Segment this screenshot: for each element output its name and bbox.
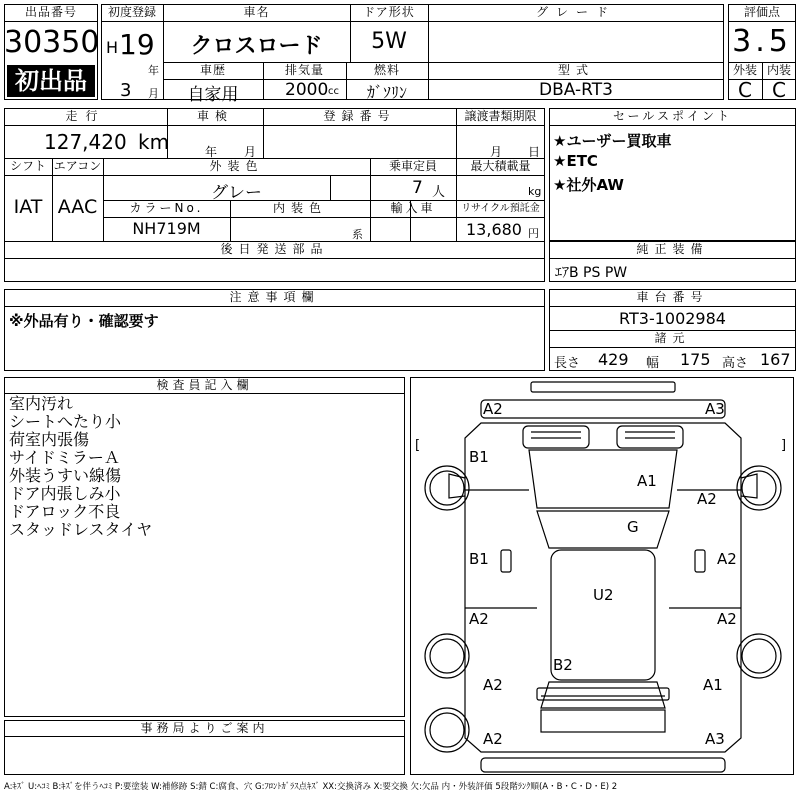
load-label: 最大積載量 [470,159,531,173]
car-damage-diagram [410,377,794,775]
mark-front-fender-right: A2 [697,490,717,508]
bracket-right: ] [781,438,787,453]
door-label: ドア形状 [363,5,415,19]
mileage-label: 走行 [65,109,106,123]
first-reg-label: 初度登録 [107,5,156,19]
model: DBA-RT3 [539,80,613,100]
color-label: 外装色 [209,159,264,173]
transfer-month-unit: 月 [490,145,503,159]
ac-label: エアコン [53,159,102,173]
note-line: シートへたり小 [9,412,122,431]
ac: AAC [57,196,98,218]
shift: IAT [13,196,43,218]
mark-windshield: G [627,518,639,536]
recycle: 13,680 [466,220,522,239]
width: 175 [680,350,711,369]
mark-quarter-right: A2 [717,610,737,628]
equipment-value: ｴｱB PS PW [555,265,628,281]
caution-value: ※外品有り・確認要す [9,312,159,330]
car-name-label: 車名 [243,5,270,19]
mark-bonnet: A1 [637,472,657,490]
inspection-month-unit: 月 [244,145,257,159]
note-line: サイドミラーＡ [9,448,120,467]
year-unit: 年 [148,64,159,77]
bracket-left: [ [415,438,421,453]
sales-point: ★社外AW [553,176,624,194]
recycle-label: リサイクル預託金 [461,203,540,214]
door-type: 5W [371,29,407,54]
exterior-color: グレー [211,183,262,203]
dims-label: 諸元 [654,331,691,345]
history: 自家用 [187,85,239,105]
later-parts-label: 後日発送部品 [220,242,329,256]
transfer-day-unit: 日 [528,145,541,159]
note-line: ドアロック不良 [9,502,121,521]
width-label: 幅 [646,356,660,371]
sales-point: ★ETC [553,152,598,170]
sales-points-label: セールスポイント [613,109,732,123]
note-line: ドア内張しみ小 [9,484,121,503]
transfer-label: 譲渡書類期限 [464,109,537,123]
inspector-notes [9,395,152,539]
legend: A:ｷｽﾞ U:ﾍｺﾐ B:ｷｽﾞを伴うﾍｺﾐ P:要塗装 W:補修跡 S:錆 C:腐食、穴 G:ﾌﾛﾝﾄｶﾞﾗｽ点ｷｽﾞ XX:交換済み X:要交換 欠:欠品 内・外装評価 5段階ﾗﾝｸ順(A・B・C・D・E) 2 [4,782,618,792]
office-label: 事務局よりご案内 [140,721,269,735]
mark-front-left: A2 [483,400,503,418]
length-label: 長さ [554,356,581,371]
mark-rear-hatch: B2 [553,656,573,674]
equipment-label: 純正装備 [636,242,709,256]
mark-rear-bumper-left: A2 [483,730,503,748]
shift-label: シフト [9,159,46,173]
mark-front-right: A3 [705,400,725,418]
fuel: ｶﾞｿﾘﾝ [366,83,407,102]
first-listing-badge: 初出品 [7,65,95,97]
lot-number-label: 出品番号 [24,5,77,19]
score-label: 評価点 [743,5,780,19]
mileage-unit: km [138,130,170,154]
height: 167 [760,350,791,369]
import-label: 輸入車 [390,201,436,215]
displacement: 2000 [285,80,329,100]
mark-roof: U2 [593,586,614,604]
recycle-unit: 円 [528,227,539,240]
note-line: 荷室内張傷 [9,430,90,449]
car-outline-icon [411,378,795,776]
capacity-unit: 人 [432,185,446,200]
mark-rear-door-left: B1 [469,550,489,568]
car-name: クロスロード [190,34,323,59]
height-label: 高さ [722,356,749,371]
chassis-label: 車台番号 [636,290,709,304]
score: 3.5 [732,24,792,59]
grade-label: グレード [535,5,616,19]
chassis-number: RT3-1002984 [619,309,726,328]
sales-point: ★ユーザー買取車 [553,132,672,150]
mileage: 127,420 [44,130,127,154]
mark-front-door-left: B1 [469,448,489,466]
ext-score: C [738,78,752,102]
capacity: 7 [412,178,423,198]
capacity-label: 乗車定員 [388,159,437,173]
int-score-label: 内装 [766,63,791,77]
displacement-unit: cc [328,86,339,97]
fuel-label: 燃料 [373,63,400,77]
color-no-label: カラーNo. [129,201,204,215]
first-reg-year: 19 [119,28,155,61]
length: 429 [598,350,629,369]
first-reg-month: 3 [120,80,132,101]
era: H [106,38,119,57]
note-line: 室内汚れ [9,394,74,413]
inspector-label: 検査員記入欄 [156,378,253,392]
load-unit: kg [528,185,542,198]
note-line: スタッドレスタイヤ [9,520,153,539]
mark-rear-corner-right: A1 [703,676,723,694]
mark-rear-bumper-right: A3 [705,730,725,748]
inspection-year-unit: 年 [205,145,218,159]
lot-number: 30350 [4,25,100,60]
int-color-unit: 系 [352,228,363,241]
reg-no-label: 登録番号 [323,109,396,123]
month-unit: 月 [148,87,159,100]
mark-rear-door-right: A2 [717,550,737,568]
note-line: 外装うすい線傷 [9,466,122,485]
caution-label: 注意事項欄 [229,290,320,304]
history-label: 車歴 [199,63,226,77]
mark-quarter-left: A2 [469,610,489,628]
color-no: NH719M [132,219,201,238]
model-label: 型式 [557,63,594,77]
inspection-label: 車検 [196,109,233,123]
int-color-label: 内装色 [272,201,327,215]
mark-rear-corner-left: A2 [483,676,503,694]
ext-score-label: 外装 [732,63,757,77]
int-score: C [772,78,786,102]
displacement-label: 排気量 [284,63,324,77]
